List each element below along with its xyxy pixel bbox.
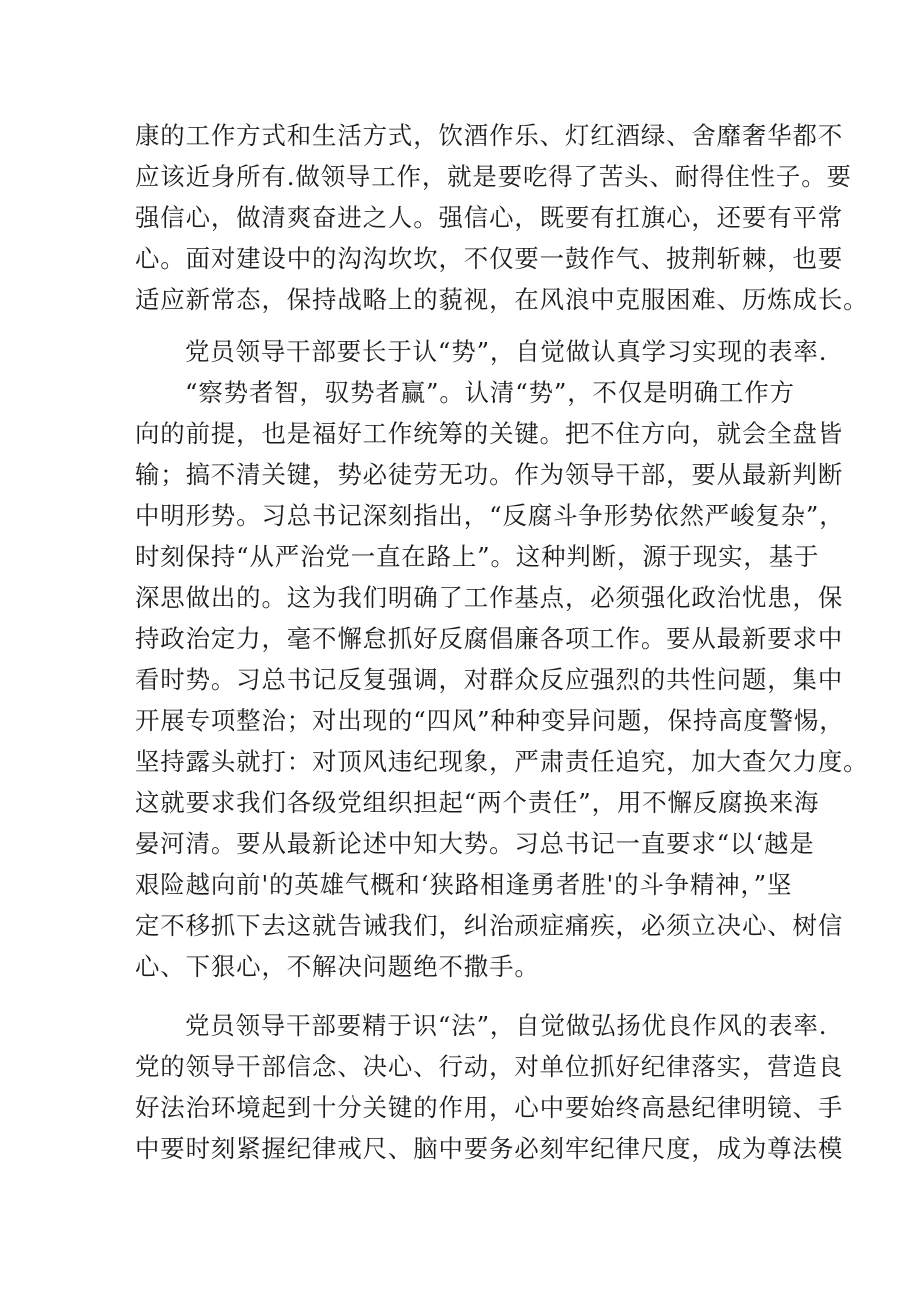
text-line: 开展专项整治；对出现的“四风”种种变异问题，保持高度警惕， — [135, 706, 845, 735]
text-line: 适应新常态，保持战略上的藐视，在风浪中克服困难、历炼成长。 — [135, 285, 869, 314]
text-line: 强信心，做清爽奋进之人。强信心，既要有扛旗心，还要有平常 — [135, 203, 844, 232]
text-line: 定不移抓下去这就告诫我们，纠治顽症痛疾，必须立决心、树信 — [135, 911, 844, 940]
text-line: 坚持露头就打：对顶风违纪现象，严肃责任追究，加大查欠力度。 — [135, 747, 869, 776]
text-line: 应该近身所有.做领导工作，就是要吃得了苦头、耐得住性子。要 — [135, 162, 852, 191]
text-line: 看时势。习总书记反复强调，对群众反应强烈的共性问题，集中 — [135, 665, 844, 694]
text-line: 心。面对建设中的沟沟坎坎，不仅要一鼓作气、披荆斩棘，也要 — [135, 244, 844, 273]
text-line: 中明形势。习总书记深刻指出，“反腐斗争形势依然严峻复杂”， — [135, 501, 845, 530]
section-heading: 党员领导干部要精于识“法”，自觉做弘扬优良作风的表率. — [185, 1011, 828, 1040]
text-line: 这就要求我们各级党组织担起“两个责任”，用不懈反腐换来海 — [135, 788, 820, 817]
text-line: 中要时刻紧握纪律戒尺、脑中要务必刻牢纪律尺度，成为尊法模 — [135, 1134, 844, 1163]
text-line: 康的工作方式和生活方式，饮酒作乐、灯红酒绿、舍靡奢华都不 — [135, 121, 844, 150]
text-line: 深思做出的。这为我们明确了工作基点，必须强化政治忧患，保 — [135, 583, 844, 612]
section-heading: 党员领导干部要长于认“势”，自觉做认真学习实现的表率. — [185, 337, 828, 366]
text-line: 艰险越向前'的英雄气概和‘狭路相逢勇者胜'的斗争精神，”坚 — [135, 870, 793, 899]
text-line: 党的领导干部信念、决心、行动，对单位抓好纪律落实，营造良 — [135, 1052, 844, 1081]
text-line: 输；搞不清关键，势必徒劳无功。作为领导干部，要从最新判断 — [135, 460, 844, 489]
text-line: 心、下狠心，不解决问题绝不撒手。 — [135, 952, 540, 981]
text-line: 时刻保持“从严治党一直在路上”。这种判断，源于现实，基于 — [135, 542, 820, 571]
text-line: 持政治定力，毫不懈怠抓好反腐倡廉各项工作。要从最新要求中 — [135, 624, 844, 653]
text-line: 好法治环境起到十分关键的作用，心中要始终高悬纪律明镜、手 — [135, 1093, 844, 1122]
text-line: 晏河清。要从最新论述中知大势。习总书记一直要求“以‘越是 — [135, 829, 815, 858]
paragraph-first-line: “察势者智，驭势者赢”。认清“势”，不仅是明确工作方 — [185, 378, 795, 407]
text-line: 向的前提，也是福好工作统筹的关键。把不住方向，就会全盘皆 — [135, 419, 844, 448]
